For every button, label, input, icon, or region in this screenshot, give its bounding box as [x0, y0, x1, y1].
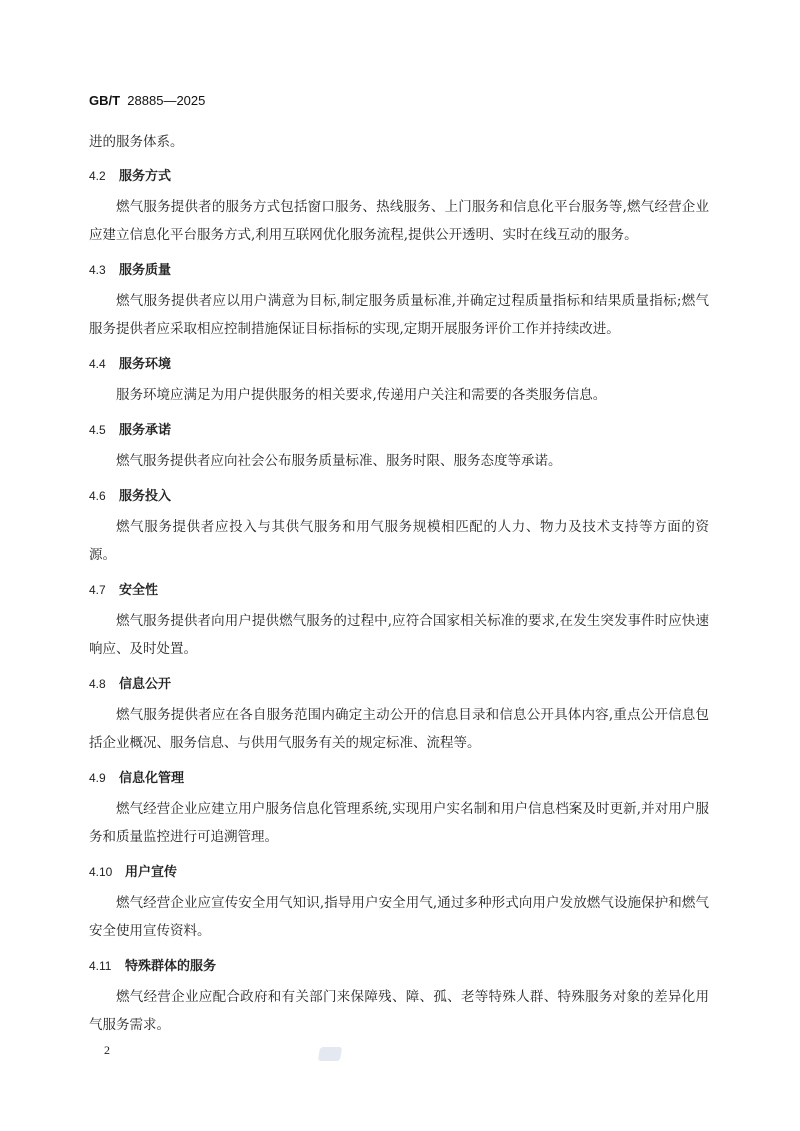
- section-paragraph: 燃气服务提供者向用户提供燃气服务的过程中,应符合国家相关标准的要求,在发生突发事件时应快速响应、及时处置。: [89, 613, 709, 657]
- section-paragraph: 燃气经营企业应建立用户服务信息化管理系统,实现用户实名制和用户信息档案及时更新,并对用户服务和质量监控进行可追溯管理。: [89, 801, 709, 845]
- document-body: [89, 129, 709, 1047]
- section-heading: [89, 859, 709, 885]
- section-heading: [89, 765, 709, 791]
- sac-logo-icon: [318, 1047, 342, 1061]
- section-heading: [89, 953, 709, 979]
- section-heading: [89, 351, 709, 377]
- section-title: 服务方式: [119, 168, 172, 183]
- section-heading: [89, 417, 709, 443]
- section-title: 服务投入: [119, 488, 172, 503]
- continuation-text: 进的服务体系。: [89, 134, 184, 150]
- section: [89, 859, 709, 945]
- section: [89, 671, 709, 757]
- section-title: 特殊群体的服务: [125, 958, 217, 973]
- sections-container: [89, 163, 709, 1039]
- standard-code: GB/T: [89, 93, 121, 108]
- section-paragraph: 燃气服务提供者应在各自服务范围内确定主动公开的信息目录和信息公开具体内容,重点公开信息包括企业概况、服务信息、与供用气服务有关的规定标准、流程等。: [89, 707, 709, 751]
- section-heading: [89, 483, 709, 509]
- section: [89, 765, 709, 851]
- section-number: 4.8: [89, 677, 106, 691]
- section-number: 4.5: [89, 423, 106, 437]
- section-paragraph: 燃气服务提供者应向社会公布服务质量标准、服务时限、服务态度等承诺。: [116, 453, 562, 469]
- section-heading: [89, 671, 709, 697]
- section: [89, 417, 709, 475]
- section-paragraph: 服务环境应满足为用户提供服务的相关要求,传递用户关注和需要的各类服务信息。: [116, 387, 607, 403]
- section-paragraph: 燃气经营企业应宣传安全用气知识,指导用户安全用气,通过多种形式向用户发放燃气设施保护和燃气安全使用宣传资料。: [89, 895, 709, 939]
- section-heading: [89, 257, 709, 283]
- section-title: 用户宣传: [125, 864, 178, 879]
- section-title: 信息公开: [119, 676, 172, 691]
- section: [89, 953, 709, 1039]
- section-title: 信息化管理: [119, 770, 185, 785]
- section-paragraph: 燃气服务提供者的服务方式包括窗口服务、热线服务、上门服务和信息化平台服务等,燃气经营企业应建立信息化平台服务方式,利用互联网优化服务流程,提供公开透明、实时在线互动的服务。: [89, 199, 709, 243]
- section: [89, 577, 709, 663]
- section: [89, 483, 709, 569]
- section: [89, 351, 709, 409]
- section-number: 4.9: [89, 771, 106, 785]
- section-heading: [89, 577, 709, 603]
- section-title: 安全性: [119, 582, 159, 597]
- section-paragraph: 燃气服务提供者应投入与其供气服务和用气服务规模相匹配的人力、物力及技术支持等方面的资源。: [89, 519, 709, 563]
- document-header: [89, 93, 205, 108]
- section-number: 4.6: [89, 489, 106, 503]
- section-number: 4.7: [89, 583, 106, 597]
- section: [89, 257, 709, 343]
- page-number: 2: [104, 1043, 110, 1057]
- section-number: 4.2: [89, 169, 106, 183]
- section-heading: [89, 163, 709, 189]
- section-paragraph: 燃气服务提供者应以用户满意为目标,制定服务质量标准,并确定过程质量指标和结果质量指标;燃气服务提供者应采取相应控制措施保证目标指标的实现,定期开展服务评价工作并持续改进。: [89, 293, 709, 337]
- section-title: 服务质量: [119, 262, 172, 277]
- section: [89, 163, 709, 249]
- section-number: 4.4: [89, 357, 106, 371]
- section-number: 4.3: [89, 263, 106, 277]
- section-number: 4.11: [89, 959, 112, 973]
- section-number: 4.10: [89, 865, 113, 879]
- standard-number: 28885—2025: [127, 93, 206, 108]
- section-paragraph: 燃气经营企业应配合政府和有关部门来保障残、障、孤、老等特殊人群、特殊服务对象的差异化用气服务需求。: [89, 989, 709, 1033]
- section-title: 服务环境: [119, 356, 172, 371]
- section-title: 服务承诺: [119, 422, 172, 437]
